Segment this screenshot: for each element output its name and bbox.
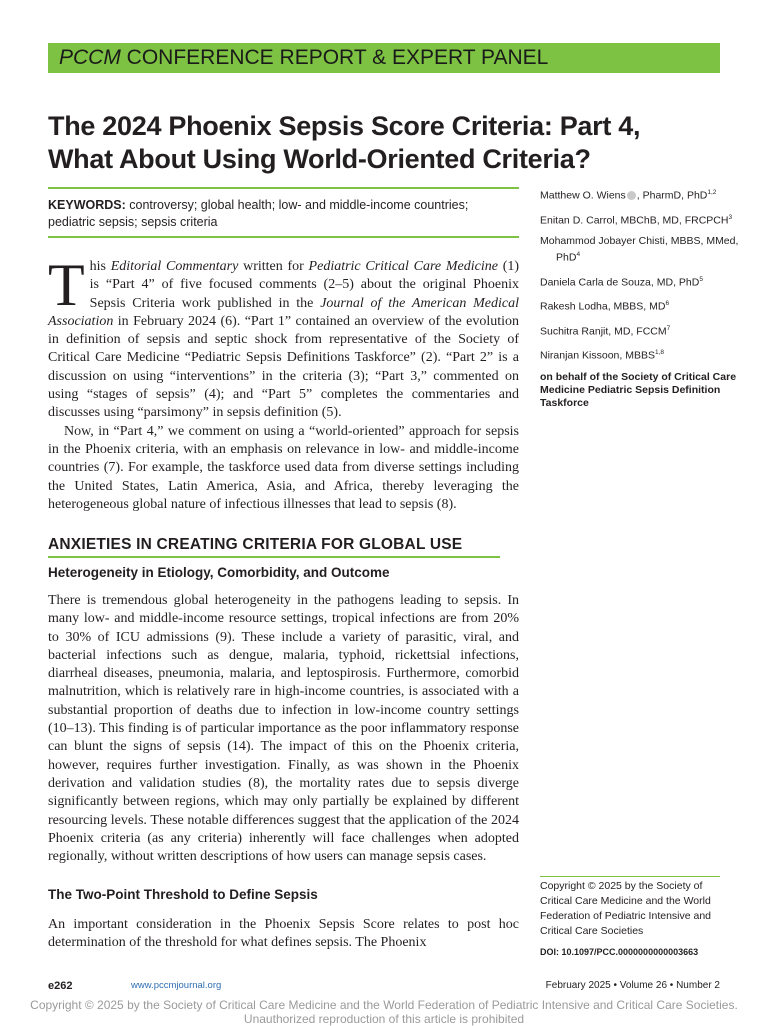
keywords-text: controversy; global health; low- and middle-income countries; pediatric sepsis; sepsis criteria [48, 198, 469, 229]
italic-run: Journal of the American Medical Association [48, 295, 519, 329]
intro-paragraph-2: Now, in “Part 4,” we comment on using a “world-oriented” approach for sepsis in the Phoenix criteria, with an emphasis on relevance in low- and middle-income countries (7). For example, the taskforce used data from diverse settings including the United States, Latin America, Asia, and Africa, thereby leveraging the heterogeneous global nature of infectious illnesses that lead to sepsis (8). [48, 423, 519, 512]
issue-info: February 2025 • Volume 26 • Number 2 [545, 980, 720, 991]
intro-text [48, 252, 520, 514]
banner-text: CONFERENCE REPORT & EXPERT PANEL [120, 46, 549, 69]
subsection-heading-1: Heterogeneity in Etiology, Comorbidity, and Outcome [48, 565, 390, 580]
author-affiliation: 5 [699, 275, 703, 283]
journal-url-link[interactable]: www.pccmjournal.org [131, 980, 222, 991]
author-name: Niranjan Kissoon [540, 349, 620, 362]
banner-journal: PCCM [59, 46, 121, 69]
author-affiliation: 6 [665, 300, 670, 307]
author-name: Daniela Carla de Souza [540, 276, 651, 288]
author-item [540, 297, 740, 314]
copyright-box [540, 876, 720, 960]
author-degrees: , MBChB, MD, FRCPCH [614, 214, 729, 226]
author-name: Rakesh Lodha [540, 300, 608, 313]
copyright-text: Copyright © 2025 by the Society of Critical Care Medicine and the World Federation of Pediatric Intensive and Critical Care Societies [540, 880, 712, 937]
author-affiliation: 3 [728, 213, 733, 221]
author-item [540, 211, 740, 228]
author-item [540, 346, 740, 363]
section-banner [48, 43, 720, 73]
orcid-icon[interactable] [627, 191, 636, 200]
keywords-block [48, 197, 519, 231]
author-list [540, 186, 740, 410]
page-number: e262 [48, 980, 73, 992]
text-run: in February 2024 (6). “Part 1” contained an overview of the evolution in definition of sepsis and septic shock from representative of the Society of Critical Care Medicine “Pediatric Sepsis Definitions Taskforce” (2). “Part 2” is a discussion on using “interventions” in the criteria (3); “Part 3,” commented on using “stages of sepsis” (4); and “Part 5” completes the commentaries and discusses using “parsimony” in sepsis definition (5). [48, 313, 519, 421]
section-heading-rule [48, 556, 500, 558]
copyright-watermark [0, 998, 768, 1026]
author-item [540, 322, 740, 339]
author-item [540, 235, 740, 265]
author-affiliation: 1,2 [707, 189, 717, 196]
section-body-2 [48, 916, 519, 953]
article-title [48, 110, 738, 176]
author-name: Matthew O. Wiens [540, 189, 626, 202]
section-body [48, 592, 519, 866]
title-line-2: What About Using World-Oriented Criteria? [48, 144, 591, 174]
doi-text: DOI: 10.1097/PCC.0000000000003663 [540, 947, 699, 957]
italic-run: Editorial Commentary [110, 259, 239, 274]
keywords-top-rule [48, 187, 519, 189]
intro-paragraph-1 [48, 252, 520, 423]
section-paragraph: There is tremendous global heterogeneity in the pathogens leading to sepsis. In many low- and middle-income resource settings, tropical infections are from 20% to 30% of ICU admissions (9). These include a variety of parasitic, viral, and bacterial infections such as dengue, malaria, typhoid, rickettsial infections, diarrheal diseases, pneumonia, malaria, and leptospirosis. Furthermore, comorbid malnutrition, which is relatively rare in high-income countries, is associated with a substantial proportion of deaths due to infection in low-income country settings (10–13). This finding is of particular importance as the poor inflammatory response can blunt the signs of sepsis (14). The impact of this on the Phoenix criteria, however, requires further investigation. Finally, as was shown in the Phoenix derivation and validation studies (8), the mortality rates due to sepsis diverge significantly between regions, which may only partially be explained by different resourcing levels. These notable differences suggest that the application of the 2024 Phoenix criteria (as any criteria) inherently will face challenges when adopted regionally, without written descriptions of how users can manage sepsis cases. [48, 593, 519, 865]
title-line-1: The 2024 Phoenix Sepsis Score Criteria: Part 4, [48, 111, 641, 141]
watermark-line-1: Copyright © 2025 by the Society of Critical Care Medicine and the World Federation of Pediatric Intensive and Critical Care Societies. [30, 998, 738, 1012]
author-item [540, 273, 740, 290]
keywords-bottom-rule [48, 236, 519, 238]
keywords-label: KEYWORDS: [48, 198, 126, 212]
author-affiliation: 4 [576, 251, 581, 258]
author-name: Suchitra Ranjit [540, 325, 609, 337]
author-name: Mohammod Jobayer Chisti [540, 235, 665, 247]
drop-cap: T [48, 252, 85, 318]
text-run: his [89, 259, 111, 274]
author-degrees: , MBBS, MD [607, 300, 666, 313]
author-degrees: , MBBS [619, 349, 655, 362]
on-behalf-note: on behalf of the Society of Critical Care Medicine Pediatric Sepsis Definition Taskforce [540, 370, 737, 409]
author-item [540, 186, 740, 203]
author-degrees: , MD, PhD [650, 276, 700, 288]
author-name: Enitan D. Carrol [540, 214, 615, 226]
text-run: (1) is “Part 4” of five focused comments (2–5) about the original Phoenix Sepsis Criteria work published in the [89, 259, 520, 311]
author-degrees: , MD, FCCM [608, 325, 667, 337]
author-degrees: , MBBS, MMed, PhD [556, 235, 739, 264]
italic-run: Pediatric Critical Care Medicine [308, 259, 498, 274]
author-affiliation: 7 [666, 324, 671, 332]
subsection-heading-2: The Two-Point Threshold to Define Sepsis [48, 887, 318, 902]
section-heading: ANXIETIES IN CREATING CRITERIA FOR GLOBAL USE [48, 536, 463, 553]
author-affiliation: 1,8 [654, 349, 665, 356]
text-run: written for [238, 259, 309, 274]
section-paragraph-2: An important consideration in the Phoenix Sepsis Score relates to post hoc determination of the threshold for what defines sepsis. The Phoenix [48, 917, 519, 951]
author-degrees: , PharmD, PhD [636, 189, 708, 202]
watermark-line-2: Unauthorized reproduction of this article is prohibited [243, 1012, 525, 1026]
